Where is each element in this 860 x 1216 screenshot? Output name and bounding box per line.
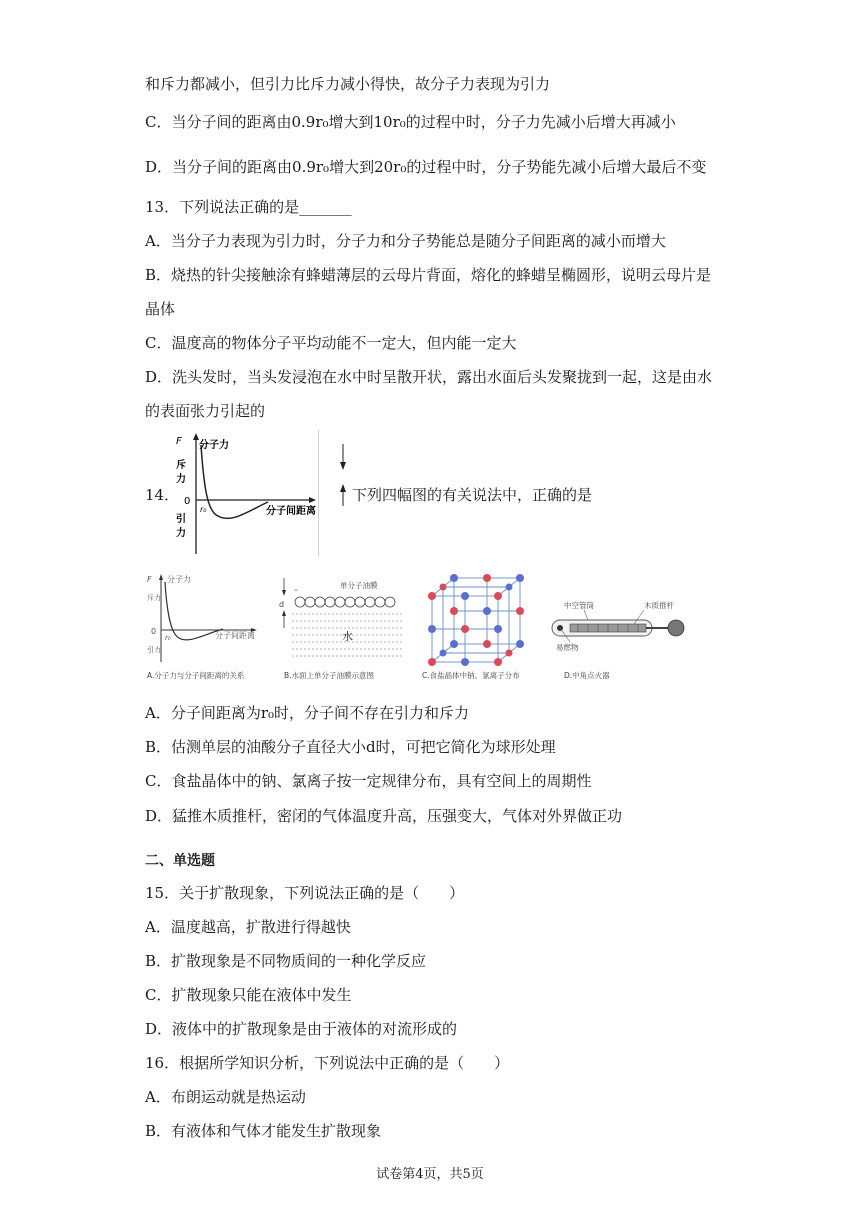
q16-option-b: B．有液体和气体才能发生扩散现象 (145, 1122, 382, 1140)
q14-option-c: C．食盐晶体中的钠、氯离子按一定规律分布，具有空间上的周期性 (145, 772, 592, 790)
arrow-down-icon (338, 444, 348, 470)
panel-b-label-water: 水 (342, 630, 353, 643)
q14-option-d: D．猛推木质推杆，密闭的气体温度升高，压强变大，气体对外界做正功 (145, 807, 623, 825)
q13-option-a: A．当分子力表现为引力时，分子力和分子势能总是随分子间距离的减小而增大 (145, 232, 666, 250)
label-axis-y: 分子力 (199, 440, 229, 451)
label-origin: 0 (184, 496, 191, 507)
option-c: C．当分子间的距离由0.9r₀增大到10r₀的过程中时，分子力先减小后增大再减小 (145, 113, 676, 131)
text-line: 和斥力都减小，但引力比斥力减小得快，故分子力表现为引力 (145, 75, 551, 93)
label-repulsion-2: 力 (176, 474, 186, 485)
panel-b-oil-film (280, 574, 412, 684)
panel-b-label: 单分子油膜 (340, 581, 378, 590)
panel-b-label-d: d (279, 600, 285, 609)
option-d: D．当分子间的距离由0.9r₀增大到20r₀的过程中时，分子势能先减小后增大最后不变 (145, 158, 707, 176)
label-attraction-1: 引 (176, 514, 186, 525)
panel-a-label-att: 引力 (147, 646, 161, 654)
q15-option-b: B．扩散现象是不同物质间的一种化学反应 (145, 952, 427, 970)
panel-b-caption: B.水面上单分子油膜示意图 (284, 671, 375, 680)
label-repulsion-1: 斥 (176, 460, 186, 471)
q13-option-d: D．洗头发时，当头发浸泡在水中时呈散开状，露出水面后头发聚拢到一起，这是由水 (145, 368, 713, 386)
panel-a-label-axis-x: 分子间距离 (215, 631, 255, 640)
q14-option-b: B．估测单层的油酸分子直径大小d时，可把它简化为球形处理 (145, 738, 556, 756)
panel-c-crystal (420, 572, 548, 684)
q15-option-d: D．液体中的扩散现象是由于液体的对流形成的 (145, 1020, 458, 1038)
q15-option-a: A．温度越高，扩散进行得越快 (145, 918, 351, 936)
question-14-number: 14． (145, 486, 180, 504)
panel-d-label-fuel: 易燃物 (556, 643, 579, 652)
q13-option-b: B．烧热的针尖接触涂有蜂蜡薄层的云母片背面，熔化的蜂蜡呈椭圆形，说明云母片是 (145, 266, 712, 284)
panel-d-label-tube: 中空管筒 (564, 601, 594, 610)
q15-option-c: C．扩散现象只能在液体中发生 (145, 986, 352, 1004)
question-13: 13．下列说法正确的是_______ (145, 198, 352, 216)
panel-a-label-axis-y: 分子力 (167, 575, 191, 584)
question-14-text: 下列四幅图的有关说法中，正确的是 (352, 486, 593, 504)
label-attraction-2: 力 (176, 528, 186, 539)
q13-option-d-cont: 的表面张力引起的 (145, 402, 266, 420)
page-footer: 试卷第4页，共5页 (376, 1167, 484, 1182)
label-axis-x: 分子间距离 (266, 506, 316, 517)
q13-option-b-cont: 晶体 (145, 300, 176, 318)
panel-c-caption: C.食盐晶体中钠、氯离子分布 (422, 671, 520, 680)
panel-a-caption: A.分子力与分子间距离的关系 (147, 671, 245, 680)
q14-option-a: A．分子间距离为r₀时，分子间不存在引力和斥力 (145, 704, 470, 722)
panel-a-label-rep: 斥力 (147, 594, 161, 602)
panel-a-label-f: F (147, 575, 152, 584)
arrow-up-icon (338, 484, 348, 506)
label-f: F (176, 436, 182, 447)
question-15: 15．关于扩散现象，下列说法正确的是（ ） (145, 884, 465, 902)
force-distance-figure (172, 430, 362, 556)
label-r0: r₀ (200, 505, 207, 514)
panel-a-force-graph (145, 572, 280, 684)
panel-d-igniter (548, 600, 698, 684)
panel-d-caption: D.中角点火器 (564, 671, 610, 680)
q16-option-a: A．布朗运动就是热运动 (145, 1088, 306, 1106)
section-heading: 二、单选题 (145, 853, 215, 869)
panel-d-label-rod: 木质推杆 (644, 601, 674, 610)
panel-a-label-o: 0 (151, 627, 157, 636)
panel-a-label-r0: r₀ (165, 634, 171, 642)
q13-option-c: C．温度高的物体分子平均动能不一定大，但内能一定大 (145, 334, 517, 352)
question-16: 16．根据所学知识分析，下列说法中正确的是（ ） (145, 1054, 510, 1072)
